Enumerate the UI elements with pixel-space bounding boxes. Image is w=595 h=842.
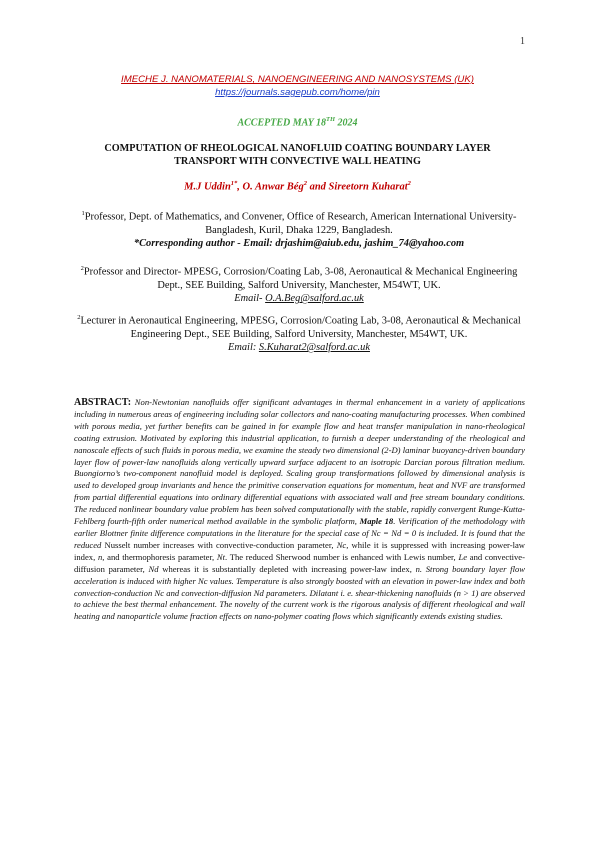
abstract-symbol: n — [415, 563, 420, 574]
paper-title — [70, 142, 525, 168]
abstract-symbol: Nt — [216, 551, 225, 562]
abstract-symbol: Le — [458, 551, 468, 562]
accepted-text: ACCEPTED MAY 18 — [237, 117, 326, 129]
affiliation-3-text: Lecturer in Aeronautical Engineering, MPESG, Corrosion/Coating Lab, 3-08, Aeronautical & Mechanical Engineering Dept., SEE Building, Salford University, Manchester, M54WT, UK. — [80, 315, 521, 340]
email-link[interactable]: S.Kuharat2@salford.ac.uk — [258, 342, 370, 354]
abstract-text: . The reduced Sherwood number is enhanced with Lewis number, — [225, 551, 459, 562]
abstract-text: , and thermophoresis parameter, — [102, 551, 217, 562]
page-number: 1 — [520, 36, 525, 47]
abstract-text: and convective-diffusion parameter, — [74, 551, 525, 574]
abstract-text: Non-Newtonian nanofluids offer significant advantages in thermal enhancement in a variety of applications including in numerous areas of engineering including solar collectors and nano-coating manufacturing processes. When combined with porous media, yet further benefits can be gained in for example flow and heat transfer manipulation in nano-rheological coating extrusion. Motivated by exploring this industrial application, to furnish a deeper understanding of the rheological and nanoscale effects of such fluids in porous media, we examine the steady two dimensional (2-D) laminar buoyancy-driven boundary layer flow of power-law nanofluids along vertically upward surface adjacent to an isotropic Darcian porous filtration medium. Buongiorno’s two-component nanofluid model is deployed. Scaling group transformations followed by dimensional analysis is used to developed group invariants and hence the primitive conservation equations for momentum, heat and NVF are transformed from partial differential equations into ordinary differential equations with associated wall and free stream boundary conditions. The reduced nonlinear boundary value problem has been solved computationally with the stable, rapidly convergent Runge-Kutta-Fehlberg fourth-fifth order numerical method available in the symbolic platform, — [74, 397, 525, 527]
abstract-text: Nusselt number increases with convective-conduction parameter, — [101, 539, 337, 550]
abstract-heading: ABSTRACT: — [74, 397, 132, 408]
journal-header — [0, 73, 595, 99]
email-link[interactable]: O.A.Beg@salford.ac.uk — [265, 293, 364, 305]
title-line-1: COMPUTATION OF RHEOLOGICAL NANOFLUID COATING BOUNDARY LAYER — [104, 143, 491, 154]
author-3-sup: 2 — [407, 180, 411, 187]
affiliation-2-text: Professor and Director- MPESG, Corrosion/Coating Lab, 3-08, Aeronautical & Mechanical Engineering Dept., SEE Building, Salford University, Manchester, M54WT, UK. — [83, 266, 518, 291]
email-label: Email- — [234, 293, 266, 305]
affiliation-2-sup: 2 — [80, 265, 84, 272]
affiliation-1-text: Professor, Dept. of Mathematics, and Convener, Office of Research, American International University-Bangladesh, Kuril, Dhaka 1229, Bangladesh. — [84, 211, 517, 236]
affiliation-2 — [74, 262, 524, 305]
abstract-text: whereas it is substantially depleted with increasing power-law index, — [158, 563, 416, 574]
affiliation-2-email — [74, 292, 524, 305]
author-1-sup: 1* — [230, 180, 238, 187]
abstract-emphasis: reduced — [74, 539, 102, 550]
author-2: , O. Anwar Bég — [237, 181, 304, 193]
author-list — [0, 180, 595, 193]
accepted-sup: TH — [326, 116, 336, 123]
journal-url-link[interactable]: https://journals.sagepub.com/home/pin — [215, 87, 380, 98]
abstract-symbol: Nc — [336, 539, 347, 550]
abstract-text: . Strong boundary layer flow acceleration is induced with higher Nc values. Temperature is also strongly boosted with an elevation in power-law index and both convection-conduction Nc and convection-diffusion Nd parameters. Dilatant i. e. shear-thickening nanofluids (n > 1) are observed to achieve the best thermal enhancement. The novelty of the current work is the rigorous analysis of different rheological and wall heating and nanoparticle volume fraction effects on nano-polymer coating flows which significantly extends existing studies. — [74, 563, 525, 622]
corresponding-author: *Corresponding author - Email: drjashim@aiub.edu, jashim_74@yahoo.com — [133, 238, 465, 250]
abstract-text: . Verification of the methodology with earlier Blottner finite difference computations in the literature for the special case of Nc = Nd = 0 is included. It is found that the — [74, 516, 525, 538]
accepted-date — [0, 116, 595, 128]
affiliation-3-email — [74, 341, 524, 354]
abstract-emphasis: Maple 18 — [359, 516, 394, 527]
journal-name: IMECHE J. NANOMATERIALS, NANOENGINEERING AND NANOSYSTEMS (UK) — [121, 74, 474, 85]
affiliation-3-sup: 2 — [77, 314, 81, 321]
abstract-symbol: Nd — [148, 563, 159, 574]
author-1: M.J Uddin — [184, 181, 231, 193]
affiliation-1-sup: 1 — [81, 210, 85, 217]
abstract-symbol: n — [97, 551, 103, 562]
affiliation-1 — [74, 207, 524, 250]
abstract — [74, 397, 525, 623]
abstract-text: , while it is suppressed with increasing power-law index, — [74, 539, 525, 562]
accepted-year: 2024 — [335, 117, 358, 129]
author-2-sup: 2 — [303, 180, 307, 187]
author-3: and Sireetorn Kuharat — [306, 181, 408, 193]
title-line-2: TRANSPORT WITH CONVECTIVE WALL HEATING — [174, 156, 421, 167]
email-label: Email: — [228, 342, 259, 354]
affiliation-3 — [74, 311, 524, 354]
